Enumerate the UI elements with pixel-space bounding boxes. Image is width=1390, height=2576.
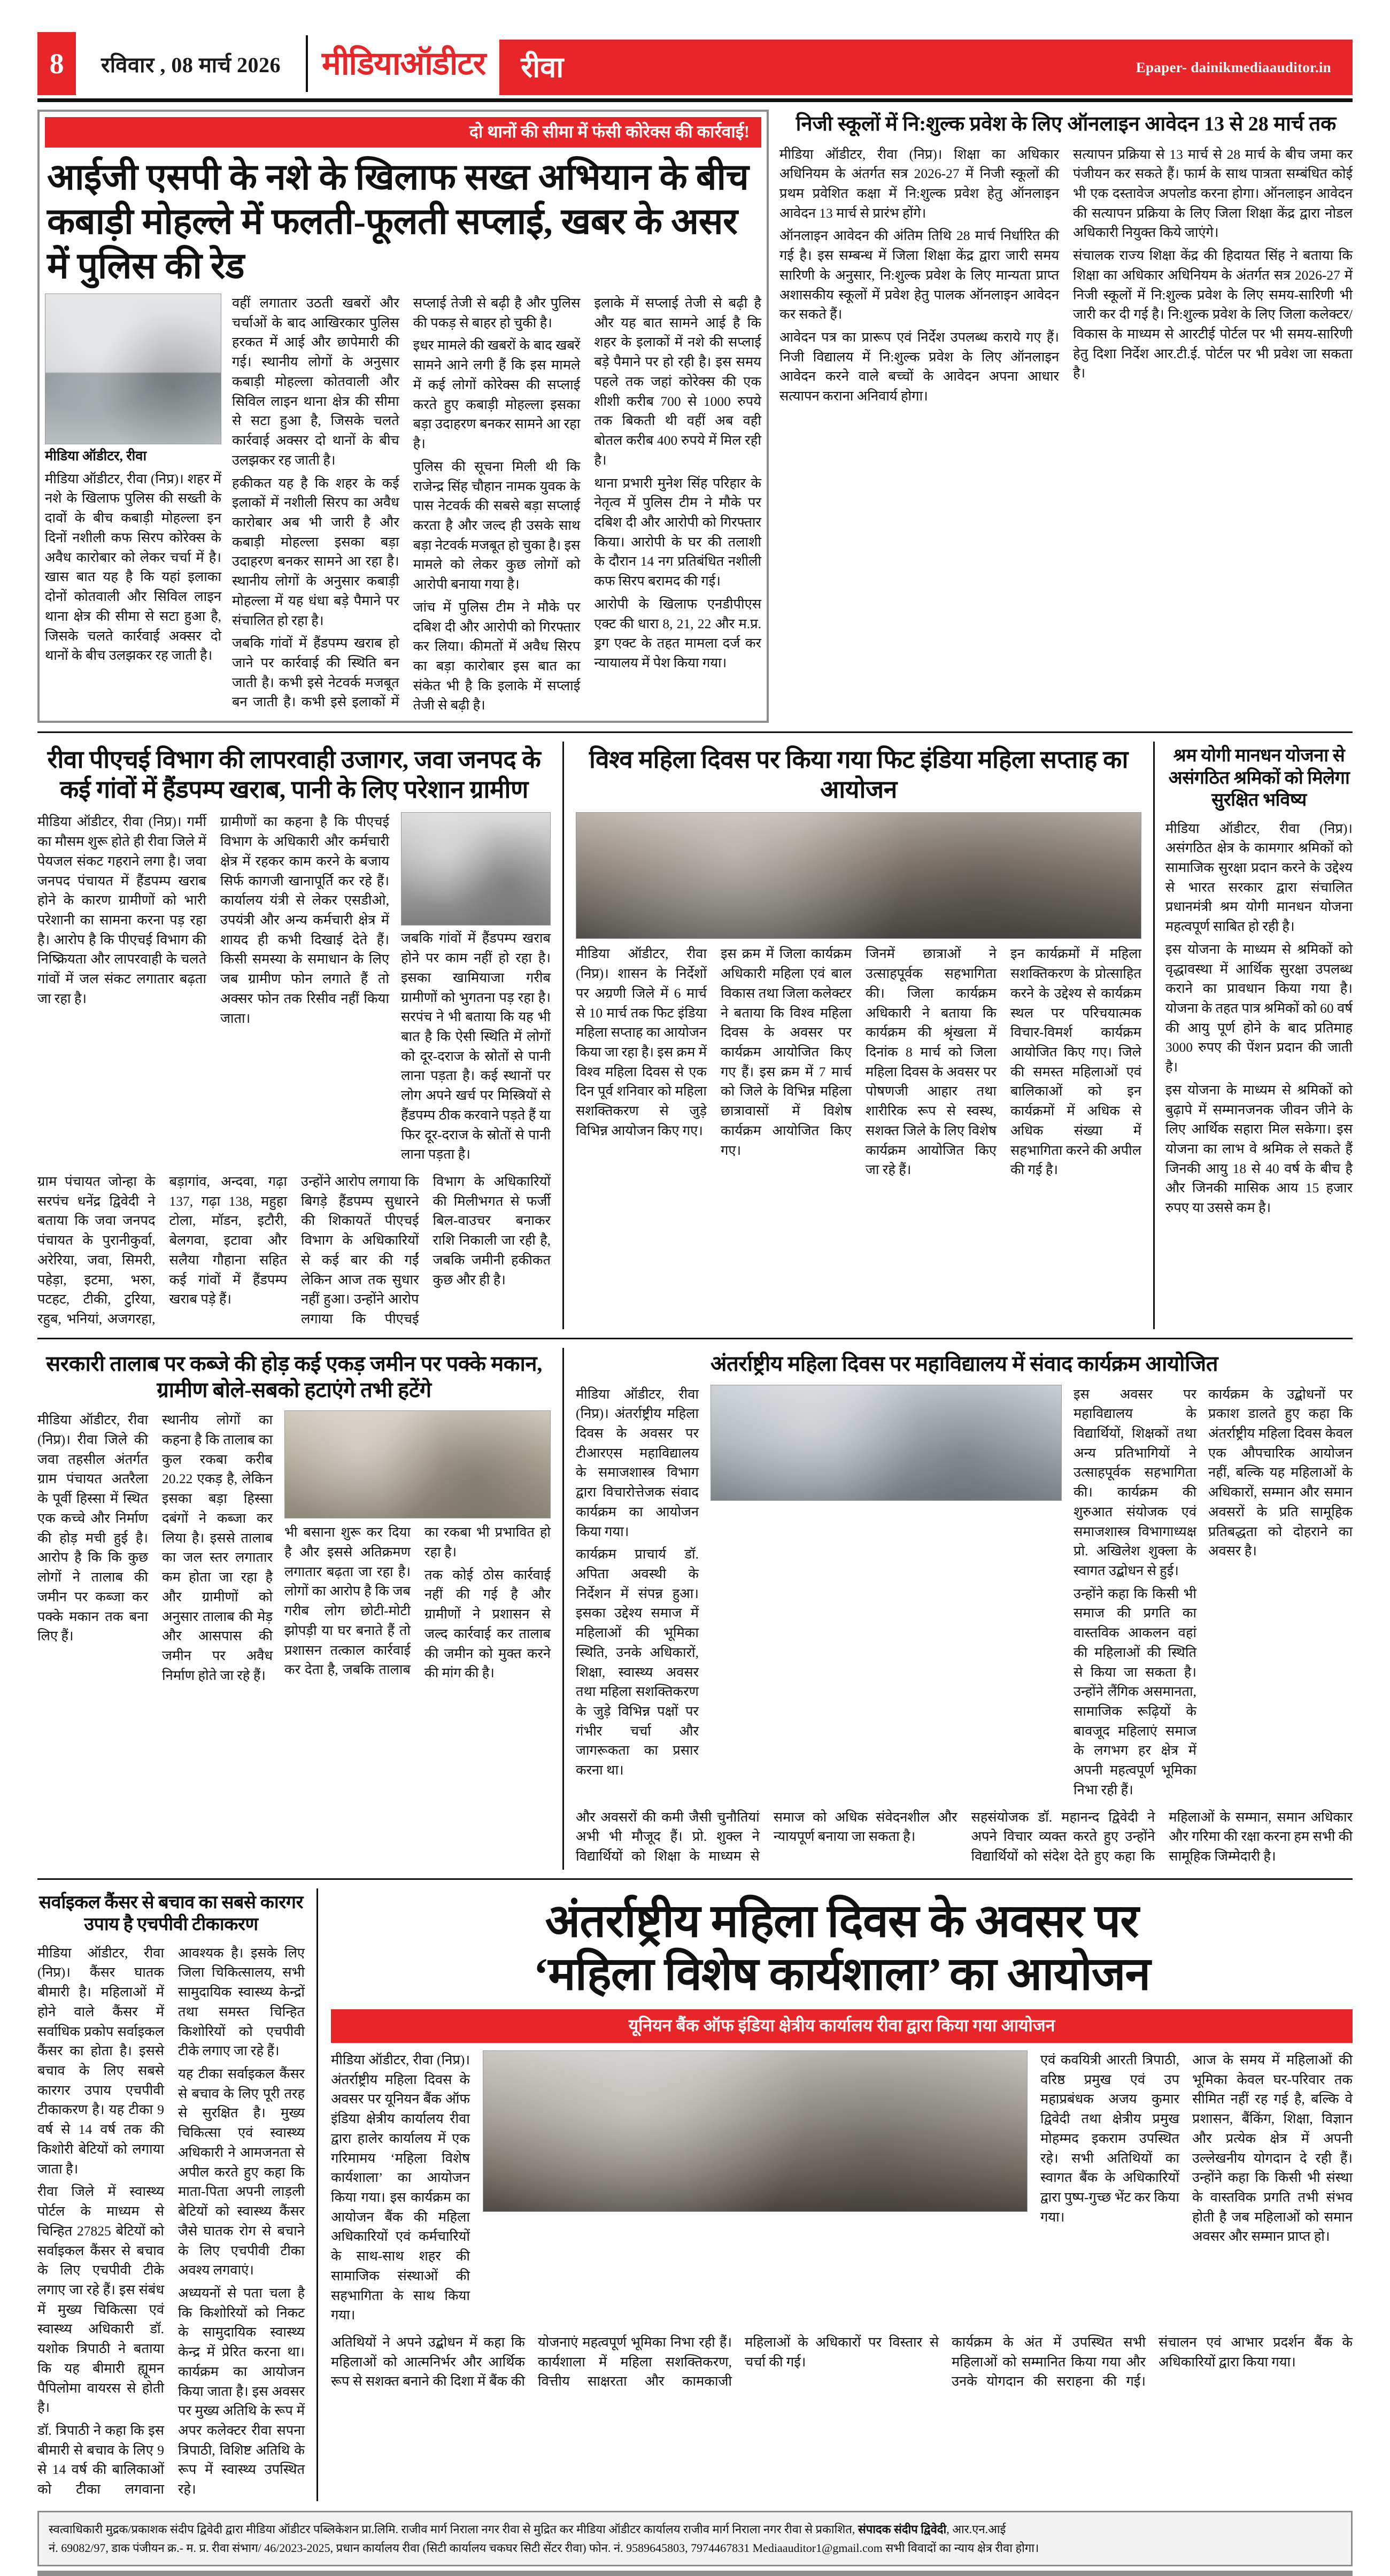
lead-headline: आईजी एसपी के नशे के खिलाफ सख्त अभियान के बीच कबाड़ी मोहल्ले में फलती-फूलती सप्लाई, खबर के असर में पुलिस की रेड bbox=[47, 157, 749, 287]
fi-para-2: जिनमें छात्राओं ने उत्साहपूर्वक सहभागिता की। जिला कार्यक्रम अधिकारी ने बताया कि कार्यक्रम की श्रृंखला में दिनांक 8 मार्च को जिला महिला दिवस के अवसर पर पोषणजी आहार तथा शारीरिक रूप से स्वस्थ, सशक्त जिले के लिए विशेष कार्यक्रम आयोजित किए जा रहे हैं। bbox=[866, 946, 997, 1178]
editor-name: संपादक संदीप द्विवेदी bbox=[858, 2522, 947, 2536]
feature-headline-line2: ‘महिला विशेष कार्यशाला’ का आयोजन bbox=[533, 1948, 1150, 2000]
lead-byline: मीडिया ऑडीटर, रीवा bbox=[45, 448, 147, 464]
fi-para-3: इन कार्यक्रमों में महिला सशक्तिकरण के प्रोत्साहित करने के उद्देश्य से कार्यक्रम स्थल पर परिचयात्मक विचार-विमर्श कार्यक्रम आयोजित किए गए। जिले की समस्त महिलाओं एवं बालिकाओं को इन कार्यक्रमों में अधिक से अधिक संख्या में सहभागिता करने की अपील की गई है। bbox=[1010, 946, 1141, 1178]
fi-para-1: इस क्रम में जिला कार्यक्रम अधिकारी महिला एवं बाल विकास तथा जिला कलेक्टर ने बताया कि विश्व महिला दिवस के अवसर पर कार्यक्रम आयोजित किए गए हैं। इस क्रम में 7 मार्च को जिले के विभिन्न महिला छात्रावासों में विशेष कार्यक्रम आयोजित किए गए। bbox=[721, 946, 852, 1158]
fit-india-event-photo bbox=[576, 812, 1141, 939]
college-body-a bbox=[576, 1385, 699, 1803]
phe-para-0: मीडिया ऑडीटर, रीवा (निप्र)। गर्मी का मौसम शुरू होते ही रीवा जिले में पेयजल संकट गहराने लगा है। जवा जनपद पंचायत में हैंडपम्प खराब होने के कारण ग्रामीणों को भारी परेशानी का सामना करना पड़ रहा है। आरोप है कि पीएचई विभाग की निष्क्रियता और लापरवाही के चलते गांवों में जल संकट लगातार बढ़ता जा रहा है। bbox=[37, 814, 206, 1006]
tr-para-0: मीडिया ऑडीटर, रीवा (निप्र)। शिक्षा का अधिकार अधिनियम के अंतर्गत सत्र 2026-27 में निजी स्कूलों की प्रथम प्रवेशित कक्षा में नि:शुल्क प्रवेश हेतु ऑनलाइन आवेदन 13 मार्च से प्रारंभ होंगे। bbox=[779, 146, 1059, 221]
content-grid bbox=[37, 110, 1353, 2576]
cs-para-5: और अवसरों की कमी जैसी चुनौतियां अभी भी मौजूद हैं। प्रो. शुक्ल ने विद्यार्थियों को शिक्षा के माध्यम से समाज को अधिक संवेदनशील और न्यायपूर्ण बनाया जा सकता है। bbox=[576, 1809, 957, 1864]
newspaper-logo: मीडियाऑडीटर bbox=[322, 46, 486, 81]
lead-para-7: इलाके में सप्लाई तेजी से बढ़ी है और यह बात सामने आई है कि शहर के इलाकों में नशे की सप्लाई बड़े पैमाने पर हो रही है। इस समय पहले तक जहां कोरेक्स की एक शीशी करीब 700 से 1000 रुपये तक बिकती थी वहीं अब वही बोतल करीब 400 रुपये में मिल रही है। bbox=[594, 295, 761, 468]
imprint-footer bbox=[37, 2511, 1353, 2566]
tr-para-2: आवेदन पत्र का प्रारूप एवं निर्देश उपलब्ध कराये गए हैं। निजी विद्यालय में नि:शुल्क प्रवेश के लिए ऑनलाइन आवेदन करने वाले बच्चों के आवेदन अपना आधार सत्यापन कराना अनिवार्य होगा। bbox=[779, 329, 1059, 404]
college-body-b bbox=[1074, 1385, 1196, 1803]
hpv-para-0: मीडिया ऑडीटर, रीवा (निप्र)। कैंसर घातक बीमारी है। महिलाओं में होने वाले कैंसर में सर्वाधिक प्रकोप सर्वाइकल कैंसर का होता है। इससे बचाव के लिए सबसे कारगर उपाय एचपीवी टीकाकरण है। यह टीका 9 वर्ष से 14 वर्ष तक की किशोरी बेटियों को लगाया जाता है। bbox=[37, 1945, 164, 2177]
tr-para-3: सत्यापन प्रक्रिया से 13 मार्च से 28 मार्च के बीच जमा कर पंजीयन कर सकते हैं। फार्म के साथ पात्रता सम्बंधित कोई भी एक दस्तावेज अपलोड करना होगा। ऑनलाइन आवेदन की सत्यापन प्रक्रिया के लिए जिला शिक्षा केंद्र द्वारा नोडल अधिकारी नियुक्त किये जाएंगे। bbox=[1073, 146, 1353, 241]
section-rule-2 bbox=[37, 1338, 1353, 1339]
lead-para-2: हकीकत यह है कि शहर के कई इलाकों में नशीली सिरप का अवैध कारोबार अब भी जारी है और कबाड़ी मोहल्ला इसका बड़ा उदाहरण बनकर सामने आ रहा है। स्थानीय लोगों के अनुसार कबाड़ी मोहल्ला में यह धंधा बड़े पैमाने पर संचालित हो रहा है। bbox=[232, 475, 399, 628]
phe-para-1: ग्रामीणों का कहना है कि पीएचई विभाग के अधिकारी और कर्मचारी क्षेत्र में रहकर काम करने के बजाय सिर्फ कागजी खानापूर्ति कर रहे हैं। कार्यालय यंत्री से लेकर एसडीओ, उपयंत्री और अन्य कर्मचारी क्षेत्र में शायद ही कभी दिखाई देते हैं। किसी समस्या के समाधान के लिए जब ग्रामीण फोन लगाते हैं तो अक्सर फोन तक रिसीव नहीं किया जाता। bbox=[220, 814, 389, 1026]
college-body-bottom bbox=[576, 1808, 1353, 1870]
ft-para-3: अतिथियों ने अपने उद्बोधन में कहा कि महिलाओं को आत्मनिर्भर और आर्थिक रूप से सशक्त बनाने की दिशा में बैंक की योजनाएं महत्वपूर्ण भूमिका निभा रही हैं। कार्यशाला में महिला सशक्तिकरण, वित्तीय साक्षरता और कामकाजी महिलाओं के अधिकारों पर विस्तार से चर्चा की गई। bbox=[331, 2334, 939, 2389]
lead-para-4: इधर मामले की खबरों के बाद खबरें सामने आने लगी हैं कि इस मामले में कई लोगों कोरेक्स की सप्लाई करते हुए कबाड़ी मोहल्ला इसका बड़ा उदाहरण बनकर सामने आ रहा है। bbox=[413, 337, 581, 452]
lead-para-6: जांच में पुलिस टीम ने मौके पर दबिश दी और आरोपी को गिरफ्तार कर लिया। कीमतों में अवैध सिरप का बड़ा कारोबार इस बात का संकेत भी है कि इलाके में सप्लाई तेजी से बढ़ी है। bbox=[413, 599, 581, 713]
cs-para-1: कार्यक्रम प्राचार्य डॉ. अपिता अवस्थी के निर्देशन में संपन्न हुआ। इसका उद्देश्य समाज में महिलाओं की भूमिका स्थिति, उनके अधिकारों, शिक्षा, स्वास्थ्य अवसर तथा महिला सशक्तिकरण के जुड़े विभिन्न पक्षों पर गंभीर चर्चा और जागरूकता का प्रसार करना था। bbox=[576, 1546, 699, 1778]
pond-para-3: तक कोई ठोस कार्रवाई नहीं की गई है और ग्रामीणों ने प्रशासन से जल्द कार्रवाई कर तालाब की जमीन को मुक्त करने की मांग की है। bbox=[424, 1567, 551, 1681]
footer-rule bbox=[37, 2571, 1353, 2576]
pond-body-left bbox=[37, 1410, 273, 1685]
fit-india-body bbox=[576, 944, 1141, 1180]
pond-body-right bbox=[284, 1518, 551, 1683]
tr-para-1: ऑनलाइन आवेदन की अंतिम तिथि 28 मार्च निर्धारित की गई है। इस सम्बन्ध में जिला शिक्षा केंद्र द्वारा जारी समय सारिणी के अनुसार, नि:शुल्क प्रवेश के लिए मान्यता प्राप्त अशासकीय स्कूलों में प्रवेश हेतु पालक ऑनलाइन आवेदन कर सकते हैं। bbox=[779, 228, 1059, 322]
lead-para-5: पुलिस की सूचना मिली थी कि राजेन्द्र सिंह चौहान नामक युवक के पास नेटवर्क की सबसे बड़ा सप्लाई करता है और जल्द ही उसके साथ बड़ा नेटवर्क मजबूत हो चुका है। इस मामले को लेकर कुछ लोगों को आरोपी बनाया गया है। bbox=[413, 458, 581, 592]
story-pond bbox=[37, 1348, 551, 1870]
row-4 bbox=[37, 1888, 1353, 2501]
phe-body-right bbox=[401, 925, 551, 1164]
phe-body-left bbox=[37, 812, 389, 1168]
feature-body-left bbox=[331, 2050, 470, 2328]
phe-para-2: जबकि गांवों में हैंडपम्प खराब होने पर काम नहीं हो रहा है। इसका खामियाजा गरीब ग्रामीणों को भुगतना पड़ रहा है। सरपंच ने भी बताया कि यह भी बात है कि ऐसी स्थिति में लोगों को दूर-दराज के स्रोतों से पानी लाना पड़ता है। कई स्थानों पर लोग अपने खर्च पर मिस्त्रियों से हैंडपम्प ठीक करवाने पड़ते हैं या फिर दूर-दराज के स्रोतों से पानी लाना पड़ता है। bbox=[401, 930, 551, 1162]
feature-body-right bbox=[1192, 2050, 1353, 2328]
lead-para-9: आरोपी के खिलाफ एनडीपीएस एक्ट की धारा 8, 21, 22 और म.प्र. ड्रग एक्ट के तहत मामला दर्ज कर न्यायालय में पेश किया गया। bbox=[594, 596, 761, 670]
lead-photo-caption bbox=[45, 444, 221, 666]
story-hpv bbox=[37, 1888, 305, 2501]
section-rule-3 bbox=[37, 1878, 1353, 1880]
phe-headline: रीवा पीएचई विभाग की लापरवाही उजागर, जवा जनपद के कई गांवों में हैंडपम्प खराब, पानी के लिए परेशान ग्रामीण bbox=[47, 746, 541, 804]
fit-india-headline: विश्व महिला दिवस पर किया गया फिट इंडिया महिला सप्ताह का आयोजन bbox=[589, 746, 1128, 804]
sy-para-2: इस योजना के माध्यम से श्रमिकों को बुढ़ापे में सम्मानजनक जीवन जीने के लिए आर्थिक सहारा मिल सकेगा। इस योजना का लाभ वे श्रमिक ले सकते हैं जिनकी आयु 18 से 40 वर्ष के बीच है और जिनकी मासिक आय 15 हजार रुपए या उससे कम है। bbox=[1165, 1082, 1353, 1216]
hpv-para-1: रीवा जिले में स्वास्थ्य पोर्टल के माध्यम से चिन्हित 27825 बेटियों को सर्वाइकल कैंसर से बचाव के लिए एचपीवी टीके लगाए जा रहे हैं। इस संबंध में मुख्य चिकित्सा एवं स्वास्थ्य अधिकारी डॉ. यशोक त्रिपाठी ने बताया कि यह बीमारी ह्यूमन पैपिलोमा वायरस से होती है। bbox=[37, 2184, 164, 2416]
row-3 bbox=[37, 1348, 1353, 1870]
union-bank-workshop-photo bbox=[483, 2050, 1028, 2212]
feature-body-mid bbox=[1040, 2050, 1179, 2328]
phe-officer-photo bbox=[401, 812, 551, 925]
hpv-body bbox=[37, 1943, 305, 2501]
masthead-rule bbox=[37, 98, 1353, 102]
row-2 bbox=[37, 742, 1353, 1329]
lead-row bbox=[37, 110, 1353, 723]
lead-story bbox=[37, 110, 769, 723]
police-station-photo bbox=[45, 294, 221, 444]
ft-para-0: मीडिया ऑडीटर, रीवा (निप्र)। अंतर्राष्ट्रीय महिला दिवस के अवसर पर यूनियन बैंक ऑफ इंडिया क्षेत्रीय कार्यालय रीवा द्वारा हालेर कार्यालय में एक गरिमामय ‘महिला विशेष कार्यशाला’ का आयोजन किया गया। इस कार्यक्रम का आयोजन बैंक की महिला अधिकारियों एवं कर्मचारियों के साथ-साथ शहर की सामाजिक संस्थाओं की सहभागिता के साथ किया गया। bbox=[331, 2051, 470, 2323]
page-number: 8 bbox=[37, 32, 76, 95]
feature-body-bottom bbox=[331, 2333, 1353, 2392]
pond-para-1: स्थानीय लोगों का कहना है कि तालाब का कुल रकबा करीब 20.22 एकड़ है, लेकिन इसका बड़ा हिस्सा दबंगों ने कब्जा कर लिया है। इससे तालाब का जल स्तर लगातार कम होता जा रहा है और ग्रामीणों को अनुसार तालाब की मेड़ और आसपास की जमीन पर अवैध निर्माण होते जा रहे हैं। bbox=[162, 1412, 273, 1683]
college-samvad-headline: अंतर्राष्ट्रीय महिला दिवस पर महाविद्यालय में संवाद कार्यक्रम आयोजित bbox=[710, 1351, 1218, 1376]
ft-para-4: कार्यक्रम के अंत में उपस्थित सभी महिलाओं को सम्मानित किया गया और उनके योगदान की सराहना की गई। संचालन एवं आभार प्रदर्शन बैंक के अधिकारियों द्वारा किया गया। bbox=[952, 2334, 1353, 2389]
phe-para-3: ग्राम पंचायत जोन्हा के सरपंच धनेंद्र द्विवेदी ने बताया कि जवा जनपद पंचायत के पुरानीकुर्वा, अरेरिया, जवा, सिमरी, पहेड़ा, इटमा, भरुा, पटहट, टीकी, टुरिया, रहुब, भनियां, अजगरहा, बड़ागांव, अन्दवा, गढ़ा 137, गढ़ा 138, महुहा टोला, मॉडन, इटौरी, बेलगवा, इटावा और सलैया गौहाना सहित कई गांवों में हैंडपम्प खराब पड़े हैं। bbox=[37, 1173, 287, 1327]
lead-para-8: थाना प्रभारी मुनेश सिंह परिहार के नेतृत्व में पुलिस टीम ने मौके पर दबिश दी और आरोपी को गिरफ्तार किया। आरोपी के घर की तलाशी के दौरान 14 नग प्रतिबंधित नशीली कफ सिरप बरामद की गई। bbox=[594, 475, 761, 589]
imprint-line-2: नं. 69082/97, डाक पंजीयन क्र.- म. प्र. रीवा संभाग/ 46/2023-2025, प्रधान कार्यालय रीवा (सिटी कार्यालय चकघर सिटी सेंटर रीवा) फोन. नं. 9589645803, 7974467831 Mediaauditor1@gmail.com सभी विवादों का न्याय क्षेत्र रीवा होगा। bbox=[49, 2541, 1039, 2555]
hpv-para-4: अध्ययनों से पता चला है कि किशोरियों को निकट के सामुदायिक स्वास्थ्य केन्द्र में प्रेरित करना था। कार्यक्रम का आयोजन किया जाता है। इस अवसर पर मुख्य अतिथि के रूप में अपर कलेक्टर रीवा सपना त्रिपाठी, विशिष्ट अतिथि के रूप में स्वास्थ्य उपस्थित रहे। bbox=[178, 2285, 305, 2497]
hpv-para-3: यह टीका सर्वाइकल कैंसर से बचाव के लिए पूरी तरह से सुरक्षित है। मुख्य चिकित्सा एवं स्वास्थ्य अधिकारी ने आमजनता से अपील करते हुए कहा कि माता-पिता अपनी लाड़ली बेटियों को स्वास्थ्य कैंसर जैसे घातक रोग से बचाने के लिए एचपीवी टीका अवश्य लगवाएं। bbox=[178, 2066, 305, 2278]
phe-body-bottom bbox=[37, 1172, 551, 1329]
top-right-story bbox=[779, 110, 1353, 723]
ft-para-1: एवं कवयित्री आरती त्रिपाठी, वरिष्ठ प्रमुख एवं उप महाप्रबंधक अजय कुमार द्विवेदी तथा क्षेत्रीय प्रमुख मोहम्मद इकराम उपस्थित रहे। सभी अतिथियों का स्वागत बैंक के अधिकारियों द्वारा पुष्प-गुच्छ भेंट कर किया गया। bbox=[1040, 2051, 1179, 2225]
fi-para-0: मीडिया ऑडीटर, रीवा (निप्र)। शासन के निर्देशों पर अग्रणी जिले में 6 मार्च से 10 मार्च तक फिट इंडिया महिला सप्ताह का आयोजन किया जा रहा है। इस क्रम में विश्व महिला दिवस से एक दिन पूर्व शनिवार को महिला सशक्तिकरण से जुड़े विभिन्न आयोजन किए गए। bbox=[576, 946, 707, 1138]
masthead bbox=[37, 32, 1353, 95]
lead-para-1: वहीं लगातार उठती खबरों और चर्चाओं के बाद आखिरकार पुलिस हरकत में आई और छापेमारी की गई। स्थानीय लोगों के अनुसार कबाड़ी मोहल्ला कोतवाली और सिविल लाइन थाना क्षेत्र की सीमा से सटा हुआ है, जिसके चलते कार्रवाई अक्सर दो थानों के बीच उलझकर रह जाती है। bbox=[232, 295, 399, 468]
imprint-line-1b: , आर.एन.आई bbox=[946, 2522, 1006, 2536]
imprint-line-1: स्वत्वाधिकारी मुद्रक/प्रकाशक संदीप द्विवेदी द्वारा मीडिया ऑडीटर पब्लिकेशन प्रा.लिमि. राजीव मार्ग निराला नगर रीवा से मुद्रित कर मीडिया ऑडीटर कार्यालय राजीव मार्ग निराला नगर रीवा से प्रकाशित, bbox=[49, 2522, 855, 2536]
phe-para-4: उन्होंने आरोप लगाया कि बिगड़े हैंडपम्प सुधारने की शिकायतें पीएचई विभाग के अधिकारियों से कई बार की गईं लेकिन आज तक सुधार नहीं हुआ। उन्होंने आरोप लगाया कि पीएचई विभाग के अधिकारियों की मिलीभगत से फर्जी बिल-वाउचर बनाकर राशि निकाली जा रही है, जबकि जमीनी हकीकत कुछ और ही है। bbox=[301, 1173, 551, 1327]
shram-yogi-headline: श्रम योगी मानधन योजना से असंगठित श्रमिकों को मिलेगा सुरक्षित भविष्य bbox=[1168, 746, 1350, 811]
tr-para-4: संचालक राज्य शिक्षा केंद्र की हिदायत सिंह ने बताया कि शिक्षा का अधिकार अधिनियम के अंतर्गत सत्र 2026-27 में निजी स्कूलों में नि:शुल्क प्रवेश के लिए समय-सारिणी भी जारी कर दी गई है। नि:शुल्क प्रवेश के लिए जिला कलेक्टर/विकास के माध्यम से आरटीई पोर्टल पर भी समय-सारिणी हेतु दिशा निर्देश आर.टी.ई. पोर्टल पर भी प्रवेश जा सकता है। bbox=[1073, 248, 1353, 381]
story-phe bbox=[37, 742, 551, 1329]
cs-para-6: सहसंयोजक डॉ. महानन्द द्विवेदी ने अपने विचार व्यक्त करते हुए उन्होंने विद्यार्थियों को संदेश देते हुए कहा कि महिलाओं के सम्मान, समान अधिकार और गरिमा की रक्षा करना हम सभी की सामूहिक जिम्मेदारी है। bbox=[971, 1809, 1353, 1864]
hpv-headline: सर्वाइकल कैंसर से बचाव का सबसे कारगर उपाय है एचपीवी टीकाकरण bbox=[38, 1892, 304, 1935]
story-fit-india bbox=[562, 742, 1141, 1329]
lead-para-3: जबकि गांवों में हैंडपम्प खराब हो जाने पर कार्रवाई की स्थिति बन जाती है। कभी इसे नेटवर्क मजबूत बन जाती है। कभी इसे इलाकों में सप्लाई तेजी से बढ़ी है और पुलिस की पकड़ से बाहर हो चुकी है। bbox=[232, 295, 581, 710]
cs-para-4: कार्यक्रम के उद्बोधनों पर प्रकाश डालते हुए कहा कि अंतर्राष्ट्रीय महिला दिवस केवल एक औपचारिक आयोजन नहीं, बल्कि यह महिलाओं के अधिकारों, सम्मान और समान अवसरों के प्रति सामूहिक प्रतिबद्धता को दोहराने का अवसर है। bbox=[1208, 1386, 1353, 1559]
lead-kicker: दो थानों की सीमा में फंसी कोरेक्स की कार्रवाई! bbox=[45, 117, 761, 148]
section-rule-1 bbox=[37, 731, 1353, 733]
edition-city: रीवा bbox=[521, 51, 564, 83]
pond-para-0: मीडिया ऑडीटर, रीवा (निप्र)। रीवा जिले की जवा तहसील अंतर्गत ग्राम पंचायत अतरैला के पूर्वी हिस्सा में स्थित एक कच्चे और निर्माण की होड़ मची हुई है। आरोप है कि कि कुछ लोगों ने तालाब की जमीन पर कब्जा कर पक्के मकान तक बना लिए हैं। bbox=[37, 1412, 148, 1644]
hpv-para-2: डॉ. त्रिपाठी ने कहा कि इस बीमारी से बचाव के लिए 9 से 14 वर्ष की बालिकाओं को टीका लगवाना आवश्यक है। इसके लिए जिला चिकित्सालय, सभी सामुदायिक स्वास्थ्य केन्द्रों तथा समस्त चिन्हित किशोरियों को एचपीवी टीके लगाए जा रहे हैं। bbox=[37, 1945, 305, 2497]
story-shram-yogi bbox=[1153, 742, 1353, 1329]
top-right-headline: निजी स्कूलों में नि:शुल्क प्रवेश के लिए ऑनलाइन आवेदन 13 से 28 मार्च तक bbox=[796, 113, 1337, 135]
cs-para-0: मीडिया ऑडीटर, रीवा (निप्र)। अंतर्राष्ट्रीय महिला दिवस के अवसर पर टीआरएस महाविद्यालय के समाजशास्त्र विभाग द्वारा विचारोत्तेजक संवाद कार्यक्रम का आयोजन किया गया। bbox=[576, 1386, 699, 1539]
college-body-c bbox=[1208, 1385, 1353, 1803]
story-college-samvad bbox=[562, 1348, 1353, 1870]
ft-para-2: आज के समय में महिलाओं की भूमिका केवल घर-परिवार तक सीमित नहीं रह गई है, बल्कि वे प्रशासन, बैंकिंग, शिक्षा, विज्ञान और प्रत्येक क्षेत्र में अपनी उल्लेखनीय योगदान दे रही हैं। उन्होंने कहा कि किसी भी संस्था के वास्तविक प्रगति तभी संभव होती है जब महिलाओं को समान अवसर और सम्मान प्राप्त हो। bbox=[1192, 2051, 1353, 2245]
cs-para-3: उन्होंने कहा कि किसी भी समाज की प्रगति का वास्तविक आकलन वहां की महिलाओं की स्थिति से किया जा सकता है। उन्होंने लैंगिक असमानता, सामाजिक रूढ़ियों के बावजूद महिलाएं समाज के लगभग हर क्षेत्र में अपनी महत्वपूर्ण भूमिका निभा रही हैं। bbox=[1074, 1585, 1196, 1798]
feature-subhead: यूनियन बैंक ऑफ इंडिया क्षेत्रीय कार्यालय रीवा द्वारा किया गया आयोजन bbox=[331, 2009, 1353, 2043]
lead-body bbox=[232, 294, 761, 715]
college-seminar-photo bbox=[711, 1385, 1062, 1501]
feature-headline-line1: अंतर्राष्ट्रीय महिला दिवस के अवसर पर bbox=[545, 1895, 1139, 1947]
pond-para-2: भी बसाना शुरू कर दिया है और इससे अतिक्रमण लगातार बढ़ता जा रहा है। लोगों का आरोप है कि जब गरीब लोग छोटी-मोटी झोपड़ी या घर बनाते हैं तो प्रशासन तत्काल कार्रवाई कर देता है, जबकि तालाब का रकबा भी प्रभावित हो रहा है। bbox=[284, 1524, 551, 1678]
pond-encroachment-photo bbox=[284, 1410, 551, 1518]
cs-para-2: इस अवसर पर महाविद्यालय के विद्यार्थियों, शिक्षकों तथा अन्य प्रतिभागियों ने उत्साहपूर्वक सहभागिता की। कार्यक्रम की शुरुआत संयोजक एवं समाजशास्त्र विभागाध्यक्ष प्रो. अखिलेश शुक्ला के स्वागत उद्बोधन से हुई। bbox=[1074, 1386, 1196, 1578]
publication-date: रविवार , 08 मार्च 2026 bbox=[101, 52, 281, 77]
lead-para-0: मीडिया ऑडीटर, रीवा (निप्र)। शहर में नशे के खिलाफ पुलिस की सख्ती के दावों के बीच कबाड़ी मोहल्ला इन दिनों नशीली कफ सिरप कोरेक्स के अवैध कारोबार को लेकर चर्चा में है। खास बात यह है कि यहां इलाका दोनों कोतवाली और सिविल लाइन थाना क्षेत्र की सीमा से सटा हुआ है, जिसके चलते कार्रवाई अक्सर दो थानों के बीच उलझकर रह जाती है। bbox=[45, 471, 221, 664]
epaper-url[interactable]: Epaper- dainikmediaauditor.in bbox=[1136, 59, 1331, 75]
top-right-body bbox=[779, 145, 1353, 406]
sy-para-1: इस योजना के माध्यम से श्रमिकों को वृद्धावस्था में आर्थिक सुरक्षा उपलब्ध कराने का प्रावधान किया गया है। योजना के तहत पात्र श्रमिकों को 60 वर्ष की आयु पूर्ण होने के बाद प्रतिमाह 3000 रुपए की पेंशन प्रदान की जाती है। bbox=[1165, 941, 1353, 1075]
masthead-banner bbox=[499, 40, 1353, 95]
feature-story bbox=[316, 1888, 1353, 2501]
sy-para-0: मीडिया ऑडीटर, रीवा (निप्र)। असंगठित क्षेत्र के कामगार श्रमिकों को सामाजिक सुरक्षा प्रदान करने के उद्देश्य से भारत सरकार द्वारा संचालित प्रधानमंत्री श्रम योगी मानधन योजना महत्वपूर्ण साबित हो रही है। bbox=[1165, 820, 1353, 935]
shram-yogi-body bbox=[1165, 819, 1353, 1218]
pond-headline: सरकारी तालाब पर कब्जे की होड़ कई एकड़ जमीन पर पक्के मकान, ग्रामीण बोले-सबको हटाएंगे तभी हटेंगे bbox=[46, 1351, 542, 1402]
